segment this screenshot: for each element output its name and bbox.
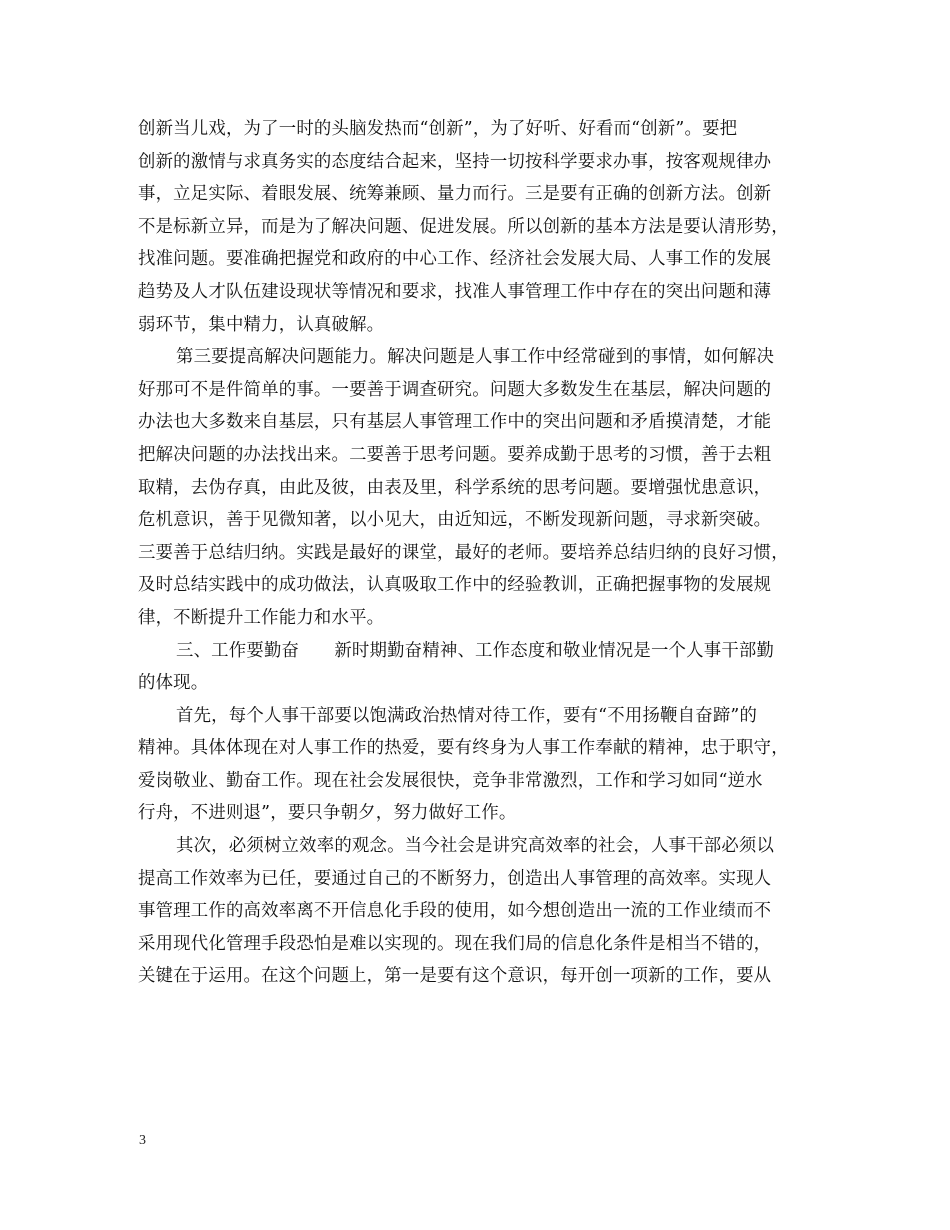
paragraph-start-line: 第三要提高解决问题能力。解决问题是人事工作中经常碰到的事情，如何解决 bbox=[176, 347, 775, 368]
text-line: 找准问题。要准确把握党和政府的中心工作、经济社会发展大局、人事工作的发展 bbox=[138, 249, 772, 270]
text-line: 办法也大多数来自基层，只有基层人事管理工作中的突出问题和矛盾摸清楚，才能 bbox=[138, 412, 772, 433]
text-line: 爱岗敬业、勤奋工作。现在社会发展很快，竞争非常激烈，工作和学习如同“逆水 bbox=[138, 770, 763, 791]
text-line: 三要善于总结归纳。实践是最好的课堂，最好的老师。要培养总结归纳的良好习惯， bbox=[138, 542, 789, 563]
text-line: 取精，去伪存真，由此及彼，由表及里，科学系统的思考问题。要增强忧患意识， bbox=[138, 477, 772, 498]
body-text bbox=[138, 113, 828, 993]
text-line: 及时总结实践中的成功做法，认真吸取工作中的经验教训，正确把握事物的发展规 bbox=[138, 575, 772, 596]
text-line: 精神。具体体现在对人事工作的热爱，要有终身为人事工作奉献的精神，忠于职守， bbox=[138, 738, 789, 759]
text-line: 创新当儿戏，为了一时的头脑发热而“创新”，为了好听、好看而“创新”。要把 bbox=[138, 119, 738, 139]
paragraph-start-line: 首先，每个人事干部要以饱满政治热情对待工作，要有“不用扬鞭自奋蹄”的 bbox=[176, 705, 758, 726]
text-line: 行舟，不进则退”，要只争朝夕，努力做好工作。 bbox=[138, 803, 517, 824]
text-line: 的体现。 bbox=[138, 673, 209, 694]
text-line: 危机意识，善于见微知著，以小见大，由近知远，不断发现新问题，寻求新突破。 bbox=[138, 510, 772, 531]
text-line: 把解决问题的办法找出来。二要善于思考问题。要养成勤于思考的习惯，善于去粗 bbox=[138, 444, 772, 465]
text-line: 提高工作效率为已任，要通过自己的不断努力，创造出人事管理的高效率。实现人 bbox=[138, 868, 772, 889]
text-line: 弱环节，集中精力，认真破解。 bbox=[138, 314, 385, 335]
text-line: 事管理工作的高效率离不开信息化手段的使用，如今想创造出一流的工作业绩而不 bbox=[138, 901, 772, 922]
section-heading-line: 三、工作要勤奋 新时期勤奋精神、工作态度和敬业情况是一个人事干部勤 bbox=[176, 640, 775, 661]
text-line: 趋势及人才队伍建设现状等情况和要求，找准人事管理工作中存在的突出问题和薄 bbox=[138, 281, 772, 302]
paragraph-start-line: 其次，必须树立效率的观念。当今社会是讲究高效率的社会，人事干部必须以 bbox=[176, 836, 775, 857]
text-line: 关键在于运用。在这个问题上，第一是要有这个意识，每开创一项新的工作，要从 bbox=[138, 966, 772, 987]
text-line: 好那可不是件简单的事。一要善于调查研究。问题大多数发生在基层，解决问题的 bbox=[138, 379, 772, 400]
text-line: 不是标新立异，而是为了解决问题、促进发展。所以创新的基本方法是要认清形势， bbox=[138, 216, 789, 237]
text-line: 采用现代化管理手段恐怕是难以实现的。现在我们局的信息化条件是相当不错的， bbox=[138, 933, 772, 954]
text-line: 事，立足实际、着眼发展、统筹兼顾、量力而行。三是要有正确的创新方法。创新 bbox=[138, 184, 772, 205]
text-line: 律，不断提升工作能力和水平。 bbox=[138, 607, 385, 628]
text-line: 创新的激情与求真务实的态度结合起来，坚持一切按科学要求办事，按客观规律办 bbox=[138, 151, 772, 172]
page-number: 3 bbox=[139, 1133, 146, 1148]
